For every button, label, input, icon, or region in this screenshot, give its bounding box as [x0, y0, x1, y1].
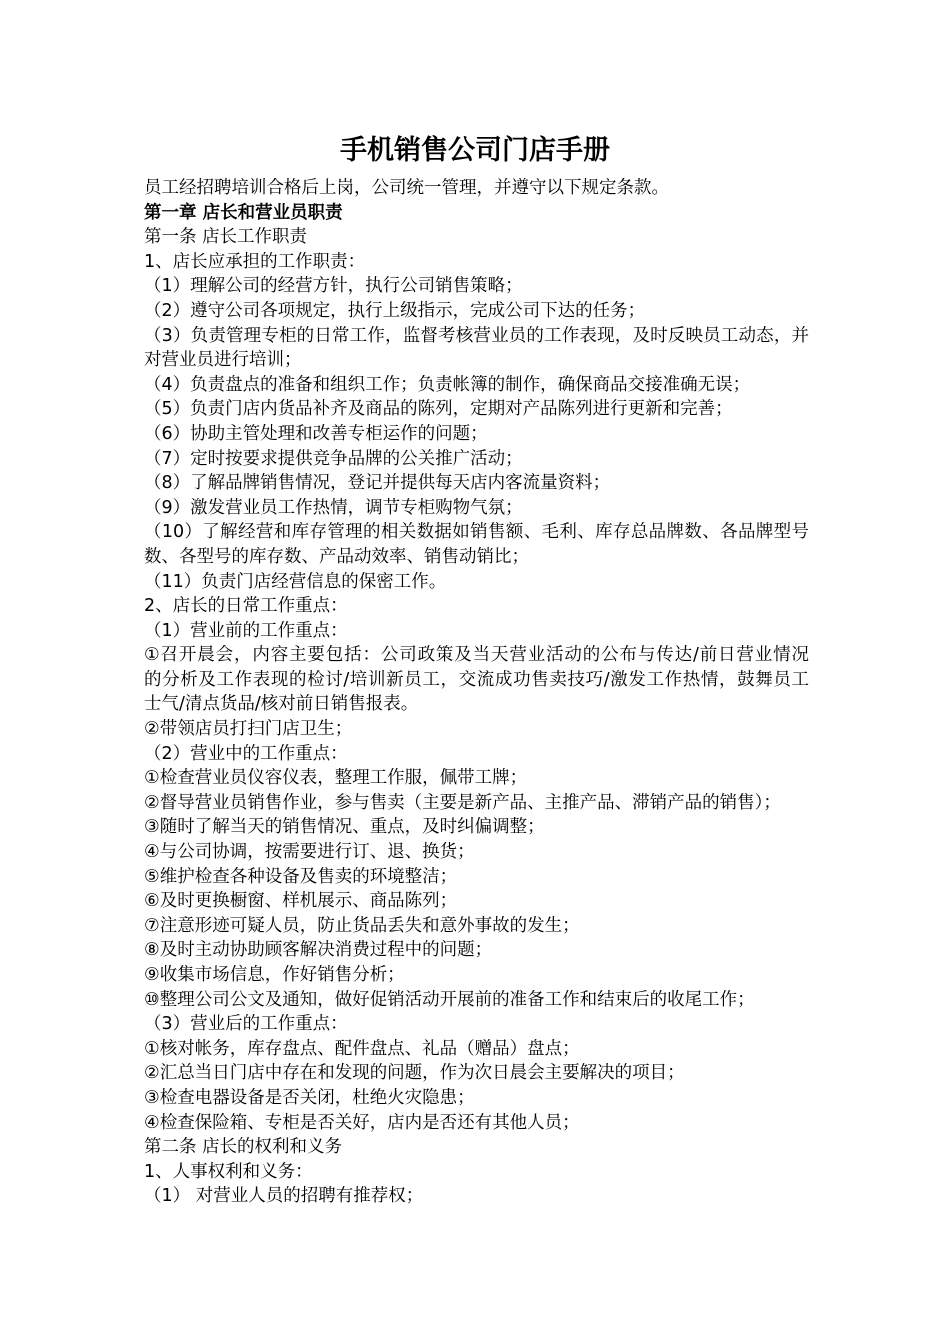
- text-line: （4）负责盘点的准备和组织工作；负责帐簿的制作，确保商品交接准确无误；: [144, 374, 751, 395]
- chapter-heading: 第一章 店长和营业员职责: [144, 202, 343, 223]
- text-line: ③检查电器设备是否关闭，杜绝火灾隐患；: [144, 1087, 475, 1108]
- text-line: （11）负责门店经营信息的保密工作。: [144, 571, 447, 592]
- text-line: 数、各型号的库存数、产品动效率、销售动销比；: [144, 546, 529, 567]
- text-line: ③随时了解当天的销售情况、重点，及时纠偏调整；: [144, 817, 545, 838]
- text-line: （3）负责管理专柜的日常工作，监督考核营业员的工作表现，及时反映员工动态，并: [144, 325, 809, 346]
- text-line: ⑦注意形迹可疑人员，防止货品丢失和意外事故的发生；: [144, 915, 580, 936]
- text-line: ⑤维护检查各种设备及售卖的环境整洁；: [144, 866, 458, 887]
- text-line: 2、店长的日常工作重点：: [144, 596, 348, 617]
- text-line: 第二条 店长的权利和义务: [144, 1137, 343, 1158]
- text-line: （2）营业中的工作重点：: [144, 743, 348, 764]
- text-line: ①召开晨会，内容主要包括：公司政策及当天营业活动的公布与传达/前日营业情况: [144, 645, 809, 666]
- text-line: ①核对帐务，库存盘点、配件盘点、礼品（赠品）盘点；: [144, 1038, 580, 1059]
- text-line: （2）遵守公司各项规定，执行上级指示，完成公司下达的任务；: [144, 300, 646, 321]
- text-line: ④与公司协调，按需要进行订、退、换货；: [144, 842, 475, 863]
- text-line: （5）负责门店内货品补齐及商品的陈列，定期对产品陈列进行更新和完善；: [144, 399, 733, 420]
- text-line: 员工经招聘培训合格后上岗，公司统一管理，并遵守以下规定条款。: [144, 178, 669, 198]
- text-line: （10）了解经营和库存管理的相关数据如销售额、毛利、库存总品牌数、各品牌型号: [144, 522, 809, 543]
- text-line: ①检查营业员仪容仪表，整理工作服，佩带工牌；: [144, 768, 528, 789]
- text-line: （7）定时按要求提供竞争品牌的公关推广活动；: [144, 448, 523, 469]
- text-line: 士气/清点货品/核对前日销售报表。: [144, 694, 419, 715]
- document-body: [144, 176, 809, 1209]
- text-line: （1）营业前的工作重点：: [144, 620, 348, 641]
- text-line: ⑩整理公司公文及通知，做好促销活动开展前的准备工作和结束后的收尾工作；: [144, 989, 755, 1010]
- text-line: 1、店长应承担的工作职责：: [144, 251, 366, 272]
- text-line: 的分析及工作表现的检讨/培训新员工，交流成功售卖技巧/激发工作热情，鼓舞员工: [144, 669, 809, 690]
- text-line: ②汇总当日门店中存在和发现的问题，作为次日晨会主要解决的项目；: [144, 1063, 685, 1084]
- text-line: （3）营业后的工作重点：: [144, 1014, 348, 1035]
- text-line: （1）理解公司的经营方针，执行公司销售策略；: [144, 276, 523, 297]
- text-line: ⑧及时主动协助顾客解决消费过程中的问题；: [144, 940, 493, 961]
- text-line: （9）激发营业员工作热情，调节专柜购物气氛；: [144, 497, 523, 518]
- text-line: ④检查保险箱、专柜是否关好，店内是否还有其他人员；: [144, 1112, 580, 1133]
- text-line: （1） 对营业人员的招聘有推荐权；: [144, 1186, 424, 1207]
- text-line: （8）了解品牌销售情况，登记并提供每天店内客流量资料；: [144, 473, 611, 494]
- text-line: ②带领店员打扫门店卫生；: [144, 719, 353, 740]
- text-line: （6）协助主管处理和改善专柜运作的问题；: [144, 423, 488, 444]
- text-line: 第一条 店长工作职责: [144, 227, 308, 248]
- text-line: 1、人事权利和义务：: [144, 1161, 313, 1182]
- text-line: ⑥及时更换橱窗、样机展示、商品陈列；: [144, 891, 458, 912]
- text-line: ②督导营业员销售作业，参与售卖（主要是新产品、主推产品、滞销产品的销售）；: [144, 792, 781, 813]
- text-line: ⑨收集市场信息，作好销售分析；: [144, 965, 405, 985]
- page-title: 手机销售公司门店手册: [340, 135, 610, 166]
- text-line: 对营业员进行培训；: [144, 350, 302, 371]
